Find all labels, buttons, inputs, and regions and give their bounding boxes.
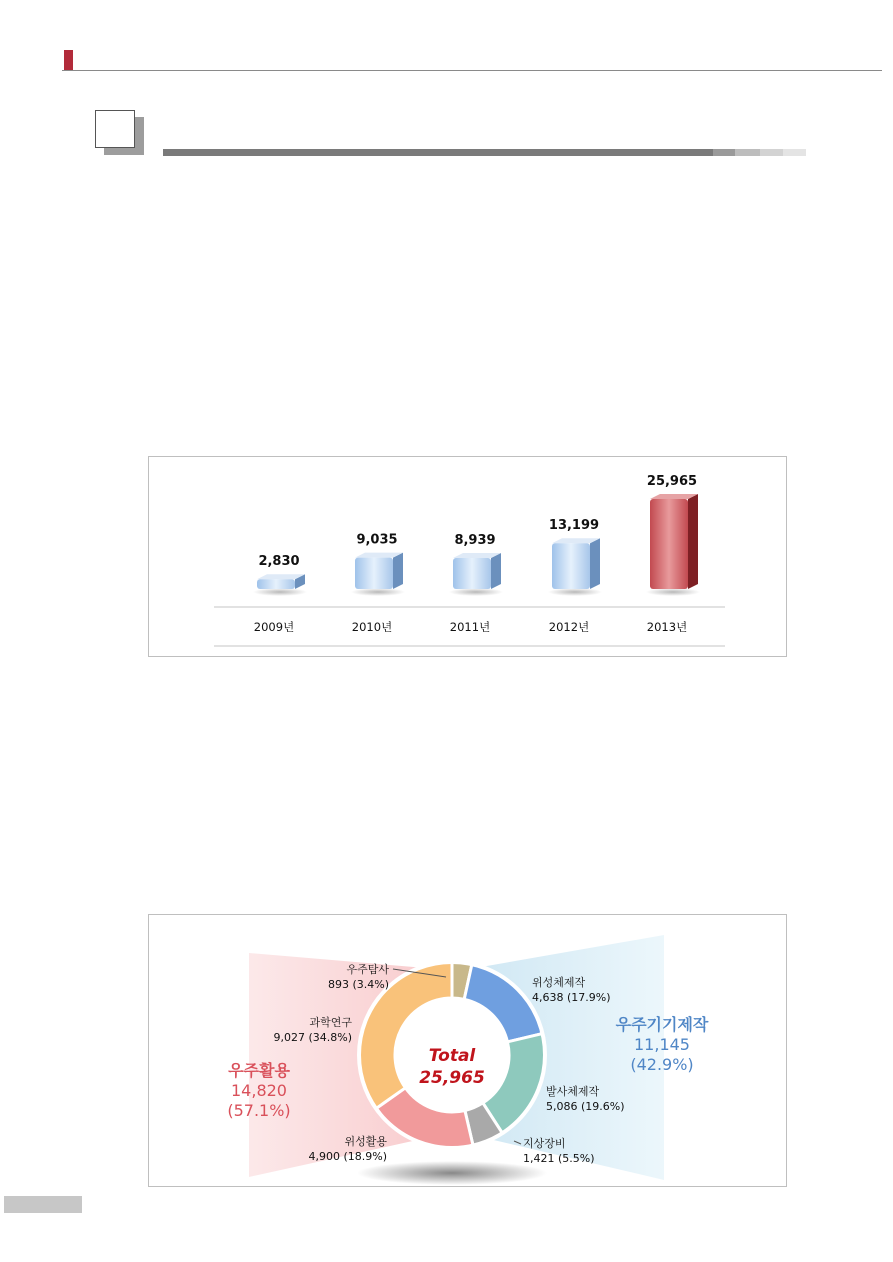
center-total-value: 25,965	[419, 1068, 485, 1088]
bar-value-label: 13,199	[548, 518, 600, 534]
x-tick-label: 2009년	[253, 620, 295, 634]
x-tick-label: 2012년	[548, 620, 590, 634]
bar-front	[650, 499, 688, 589]
slice-label: 위성체제작	[532, 976, 586, 989]
section-bar-fade	[783, 149, 806, 156]
section-bar-fade	[760, 149, 783, 156]
bar-shadow	[548, 588, 602, 596]
group-value: 14,820	[231, 1081, 287, 1100]
section-bar-fade	[713, 149, 735, 156]
slice-value-label: 1,421 (5.5%)	[523, 1152, 595, 1165]
group-value: 11,145	[634, 1035, 690, 1054]
bar-shadow	[351, 588, 405, 596]
bar	[548, 538, 602, 596]
page-tab	[4, 1196, 82, 1213]
slice-value-label: 9,027 (34.8%)	[273, 1031, 352, 1044]
bar-shadow	[646, 588, 700, 596]
bar-front	[552, 543, 590, 589]
slice-label: 위성활용	[344, 1135, 387, 1148]
slice-value-label: 4,900 (18.9%)	[308, 1150, 387, 1163]
slice-label: 발사체제작	[546, 1085, 600, 1098]
bar-front	[257, 579, 295, 589]
bar-front	[355, 558, 393, 589]
x-tick-label: 2013년	[646, 620, 688, 634]
bar	[449, 553, 503, 596]
group-label: 우주기기제작	[615, 1015, 709, 1034]
bar-value-label: 9,035	[356, 532, 398, 548]
bar-side	[491, 553, 501, 589]
slice-value-label: 4,638 (17.9%)	[532, 991, 611, 1004]
slice-label: 지상장비	[523, 1137, 566, 1150]
header-rule	[62, 70, 882, 71]
group-percent: (42.9%)	[630, 1055, 694, 1074]
slice-value-label: 893 (3.4%)	[327, 978, 389, 991]
donut-chart-panel	[148, 914, 787, 1187]
slice-value-label: 5,086 (19.6%)	[546, 1100, 625, 1113]
group-percent: (57.1%)	[227, 1101, 291, 1120]
bar-side	[393, 553, 403, 589]
x-tick-label: 2011년	[449, 620, 491, 634]
bar	[351, 553, 405, 596]
bar	[646, 494, 700, 596]
section-title-bar	[163, 149, 713, 156]
group-label: 우주활용	[228, 1061, 290, 1080]
bar-side	[688, 494, 698, 589]
center-total-label: Total	[428, 1046, 476, 1066]
bar-shadow	[253, 588, 307, 596]
x-tick-label: 2010년	[351, 620, 393, 634]
bar-side	[590, 538, 600, 589]
bar-chart-panel	[148, 456, 787, 657]
bar-shadow	[449, 588, 503, 596]
bar-value-label: 8,939	[454, 533, 496, 549]
bar-chart	[149, 457, 786, 656]
donut-chart	[149, 915, 786, 1186]
section-number-box	[95, 110, 135, 148]
bar-front	[453, 558, 491, 589]
bar	[253, 574, 307, 596]
section-bar-fade	[735, 149, 760, 156]
bar-value-label: 2,830	[258, 554, 300, 570]
slice-label: 우주탐사	[346, 963, 389, 976]
bar-value-label: 25,965	[646, 474, 698, 489]
slice-label: 과학연구	[309, 1016, 352, 1029]
donut-shadow	[357, 1161, 547, 1185]
header-accent-mark	[64, 50, 73, 71]
